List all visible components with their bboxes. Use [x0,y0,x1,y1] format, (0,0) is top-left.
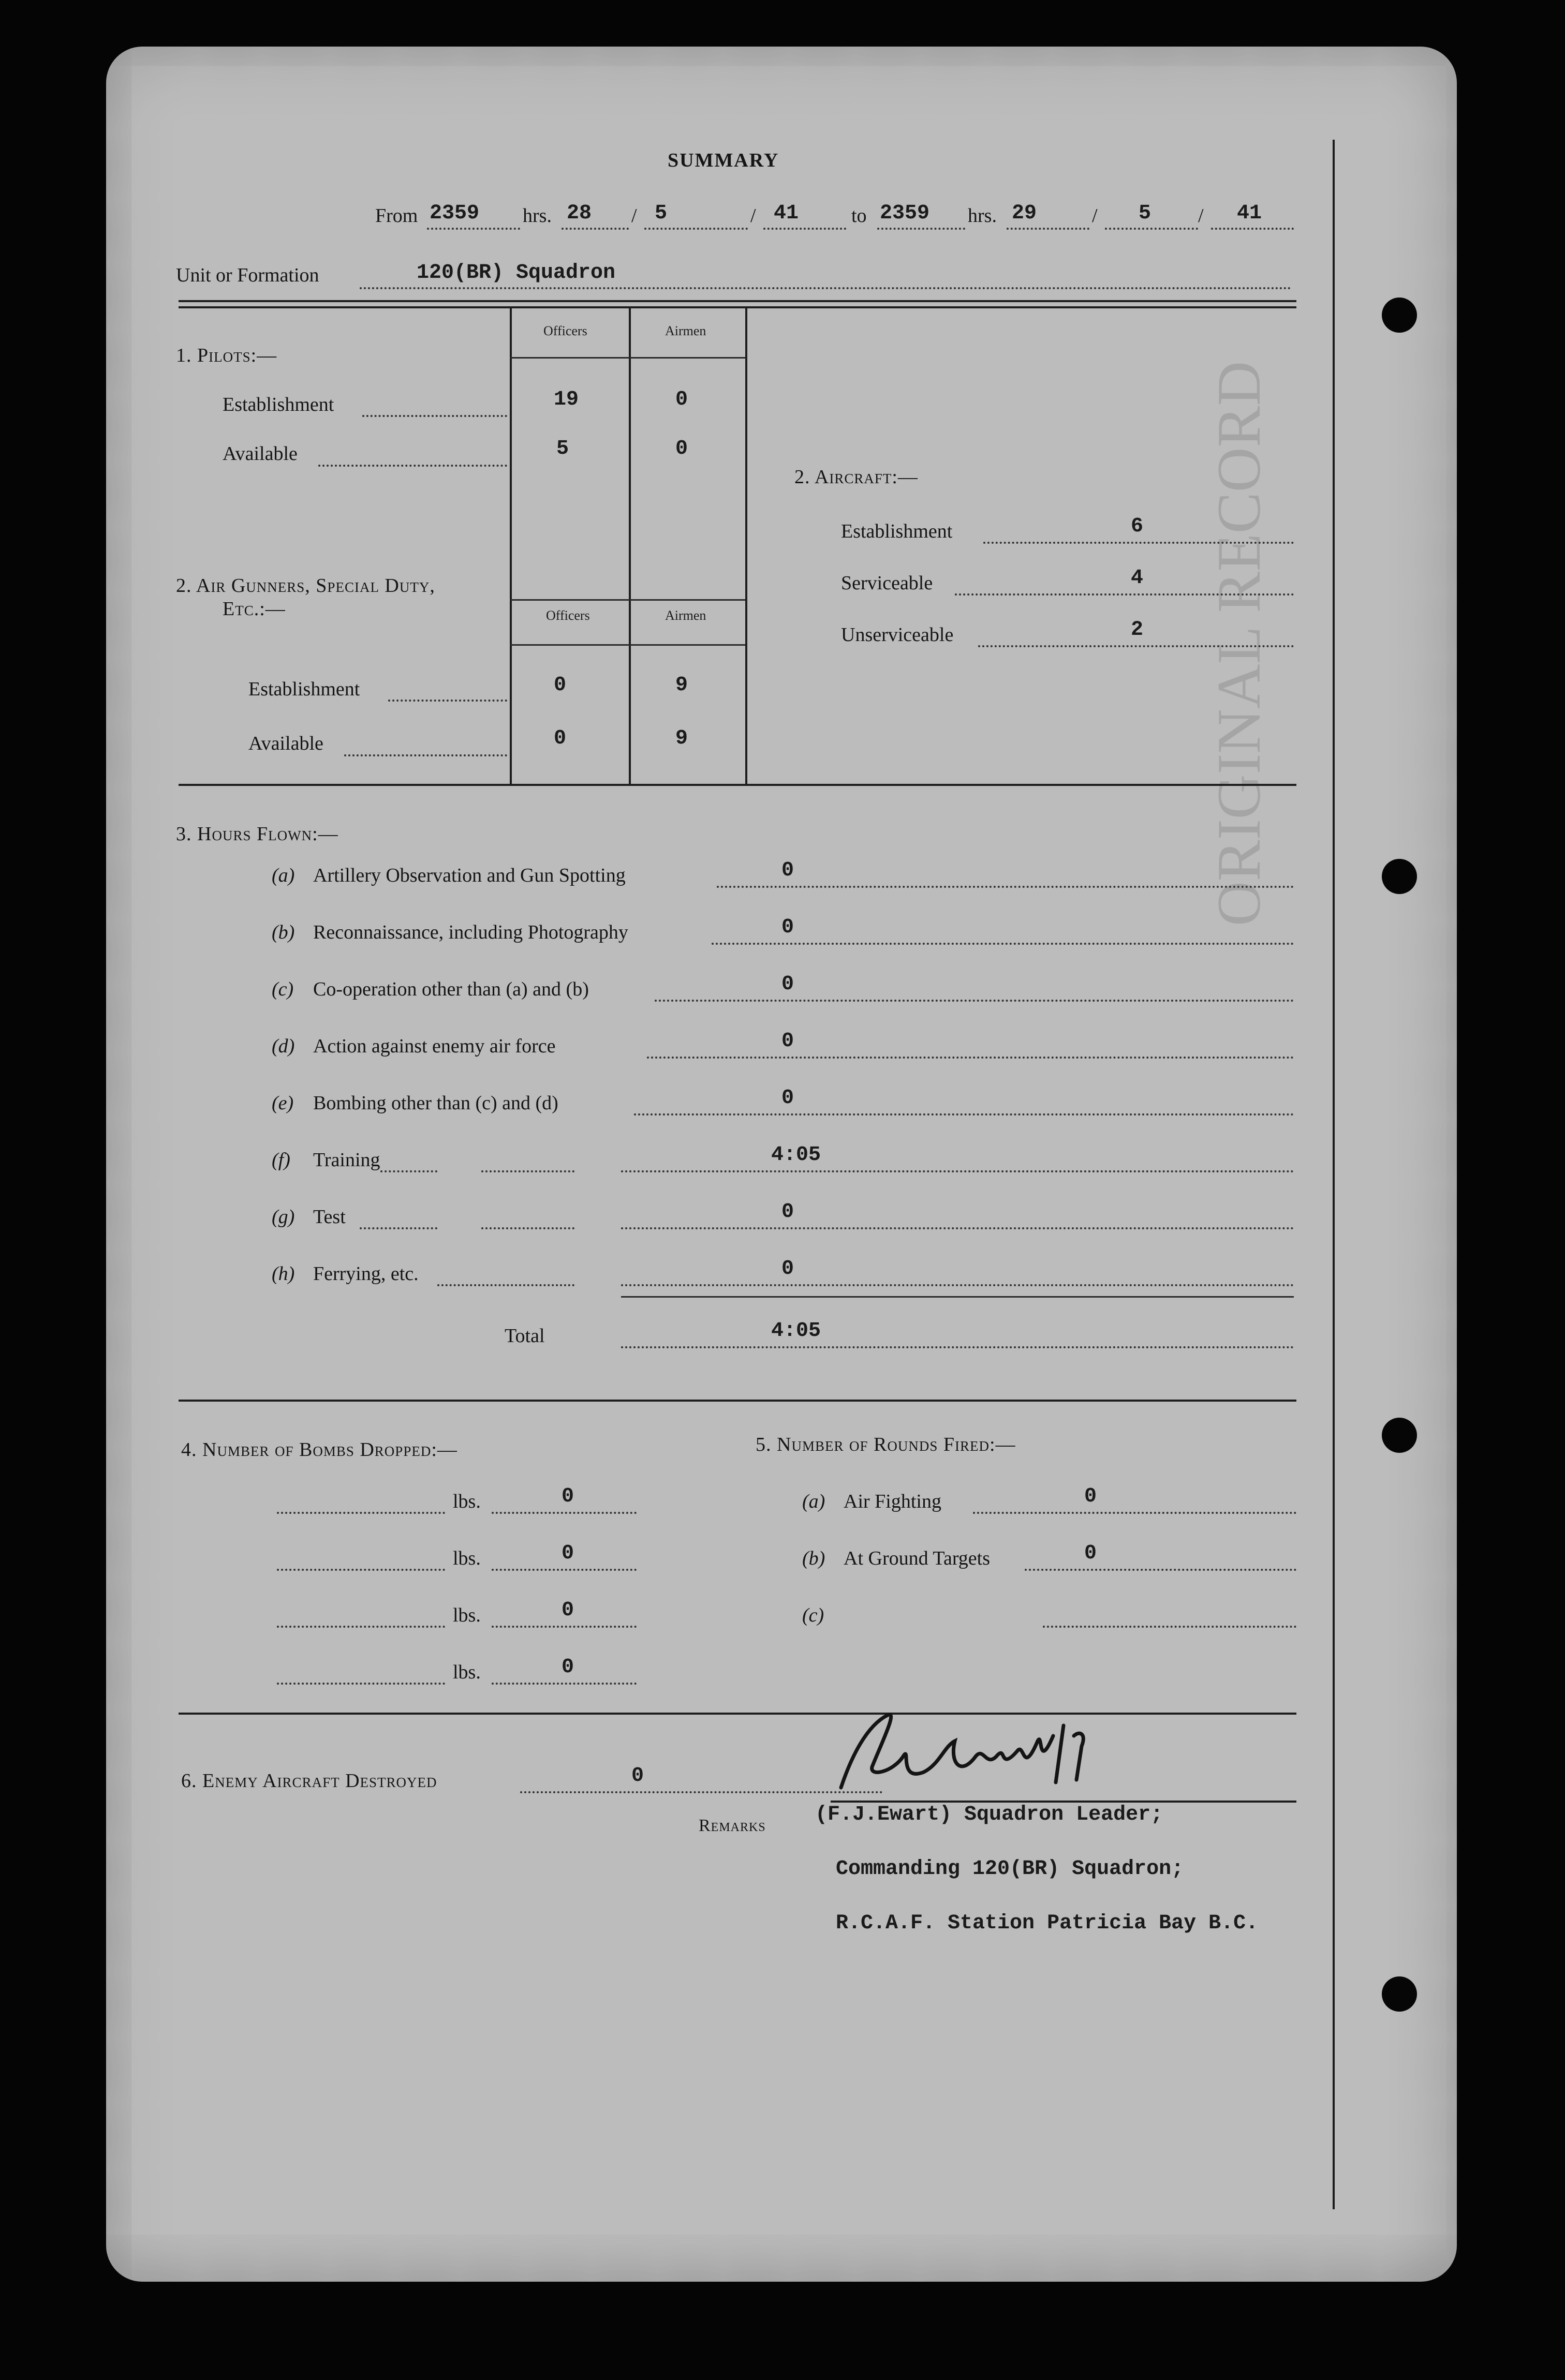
gunners-heading-line1: 2. Air Gunners, Special Duty, [176,575,435,597]
gunners-establishment-airmen: 9 [675,674,688,697]
bombs-unit: lbs. [453,1548,481,1569]
bombs-value: 0 [562,1542,574,1565]
aircraft-unserviceable-label: Unserviceable [841,624,954,646]
hours-label: Artillery Observation and Gun Spotting [313,865,626,886]
pilots-available-airmen: 0 [675,437,688,460]
aircraft-serviceable-value: 4 [1131,567,1144,590]
hours-letter: (h) [272,1263,295,1285]
rounds-a-letter: (a) [802,1491,825,1512]
pilots-establishment-airmen: 0 [675,388,688,411]
hrs-label-2: hrs. [968,205,997,227]
hours-letter: (g) [272,1206,295,1228]
bombs-unit: lbs. [453,1604,481,1626]
right-margin-line [1333,140,1335,2209]
from-label: From [375,205,418,227]
gunners-heading-line2: Etc.:— [223,598,286,620]
rounds-b-label: At Ground Targets [844,1548,991,1569]
bombs-unit: lbs. [453,1491,481,1512]
from-month: 5 [655,202,668,225]
bombs-unit: lbs. [453,1661,481,1683]
aircraft-unserviceable-value: 2 [1131,618,1144,642]
remarks-line2: Commanding 120(BR) Squadron; [836,1857,1184,1881]
pilots-heading: 1. Pilots:— [176,345,277,366]
rounds-b-value: 0 [1084,1542,1097,1565]
gunners-available-airmen: 9 [675,727,688,750]
slash: / [1092,205,1098,227]
hours-value: 0 [781,1030,794,1053]
punch-hole [1382,859,1417,894]
hours-letter: (c) [272,978,294,1000]
gunners-available-officers: 0 [554,727,567,750]
bombs-value: 0 [562,1599,574,1622]
pilots-establishment-label: Establishment [223,394,334,415]
punch-hole [1382,298,1417,333]
hours-heading: 3. Hours Flown:— [176,823,338,845]
from-day: 28 [567,202,592,225]
hours-value: 0 [781,859,794,882]
pilots-available-officers: 5 [556,437,569,460]
slash: / [631,205,637,227]
hours-label: Co-operation other than (a) and (b) [313,978,589,1000]
rounds-c-letter: (c) [802,1604,824,1626]
from-hrs: 2359 [430,202,480,225]
hours-label: Ferrying, etc. [313,1263,419,1285]
bombs-value: 0 [562,1656,574,1679]
to-month: 5 [1139,202,1151,225]
to-year: 41 [1237,202,1262,225]
gunners-col-airmen: Airmen [665,608,706,623]
rounds-heading: 5. Number of Rounds Fired:— [756,1434,1016,1455]
hours-letter: (e) [272,1092,294,1114]
to-label: to [851,205,867,227]
gunners-establishment-label: Establishment [248,678,360,700]
hours-label: Training [313,1149,380,1171]
hours-value: 0 [781,916,794,939]
hours-total-label: Total [505,1325,545,1347]
hrs-label: hrs. [523,205,552,227]
bombs-heading: 4. Number of Bombs Dropped:— [181,1439,457,1461]
rounds-a-value: 0 [1084,1485,1097,1508]
remarks-label: Remarks [699,1816,766,1835]
hours-letter: (b) [272,921,295,943]
aircraft-serviceable-label: Serviceable [841,572,933,594]
remarks-line1: (F.J.Ewart) Squadron Leader; [815,1803,1163,1826]
bleed-through-text: ORIGINAL RECORD [1204,361,1273,926]
pilots-available-label: Available [223,443,298,465]
slash: / [1198,205,1204,227]
gunners-establishment-officers: 0 [554,674,567,697]
hours-value: 0 [781,1257,794,1281]
pilots-establishment-officers: 19 [554,388,579,411]
unit-label: Unit or Formation [176,264,319,286]
hours-label: Bombing other than (c) and (d) [313,1092,558,1114]
rounds-a-label: Air Fighting [844,1491,941,1512]
hours-letter: (a) [272,865,295,886]
slash: / [750,205,756,227]
hours-value: 4:05 [771,1143,821,1167]
form-sheet [106,47,1457,2282]
rounds-b-letter: (b) [802,1548,825,1569]
remarks-line3: R.C.A.F. Station Patricia Bay B.C. [836,1912,1259,1935]
to-day: 29 [1012,202,1037,225]
aircraft-establishment-value: 6 [1131,515,1144,538]
hours-value: 0 [781,973,794,996]
hours-label: Action against enemy air force [313,1035,556,1057]
hours-total-value: 4:05 [771,1319,821,1343]
hours-letter: (d) [272,1035,295,1057]
pilots-col-airmen: Airmen [665,323,706,338]
bombs-value: 0 [562,1485,574,1508]
hours-label: Reconnaissance, including Photography [313,921,628,943]
enemy-value: 0 [631,1764,644,1788]
from-year: 41 [774,202,799,225]
enemy-heading: 6. Enemy Aircraft Destroyed [181,1770,437,1792]
unit-value: 120(BR) Squadron [417,261,616,285]
pilots-col-officers: Officers [543,323,587,338]
hours-value: 0 [781,1200,794,1224]
hours-label: Test [313,1206,346,1228]
aircraft-heading: 2. Aircraft:— [794,466,918,488]
gunners-col-officers: Officers [546,608,590,623]
signature [820,1694,1110,1813]
hours-letter: (f) [272,1149,290,1171]
punch-hole [1382,1418,1417,1453]
punch-hole [1382,1976,1417,2012]
aircraft-establishment-label: Establishment [841,520,953,542]
hours-value: 0 [781,1087,794,1110]
form-title: SUMMARY [668,150,779,171]
to-hrs: 2359 [880,202,930,225]
gunners-available-label: Available [248,733,323,754]
